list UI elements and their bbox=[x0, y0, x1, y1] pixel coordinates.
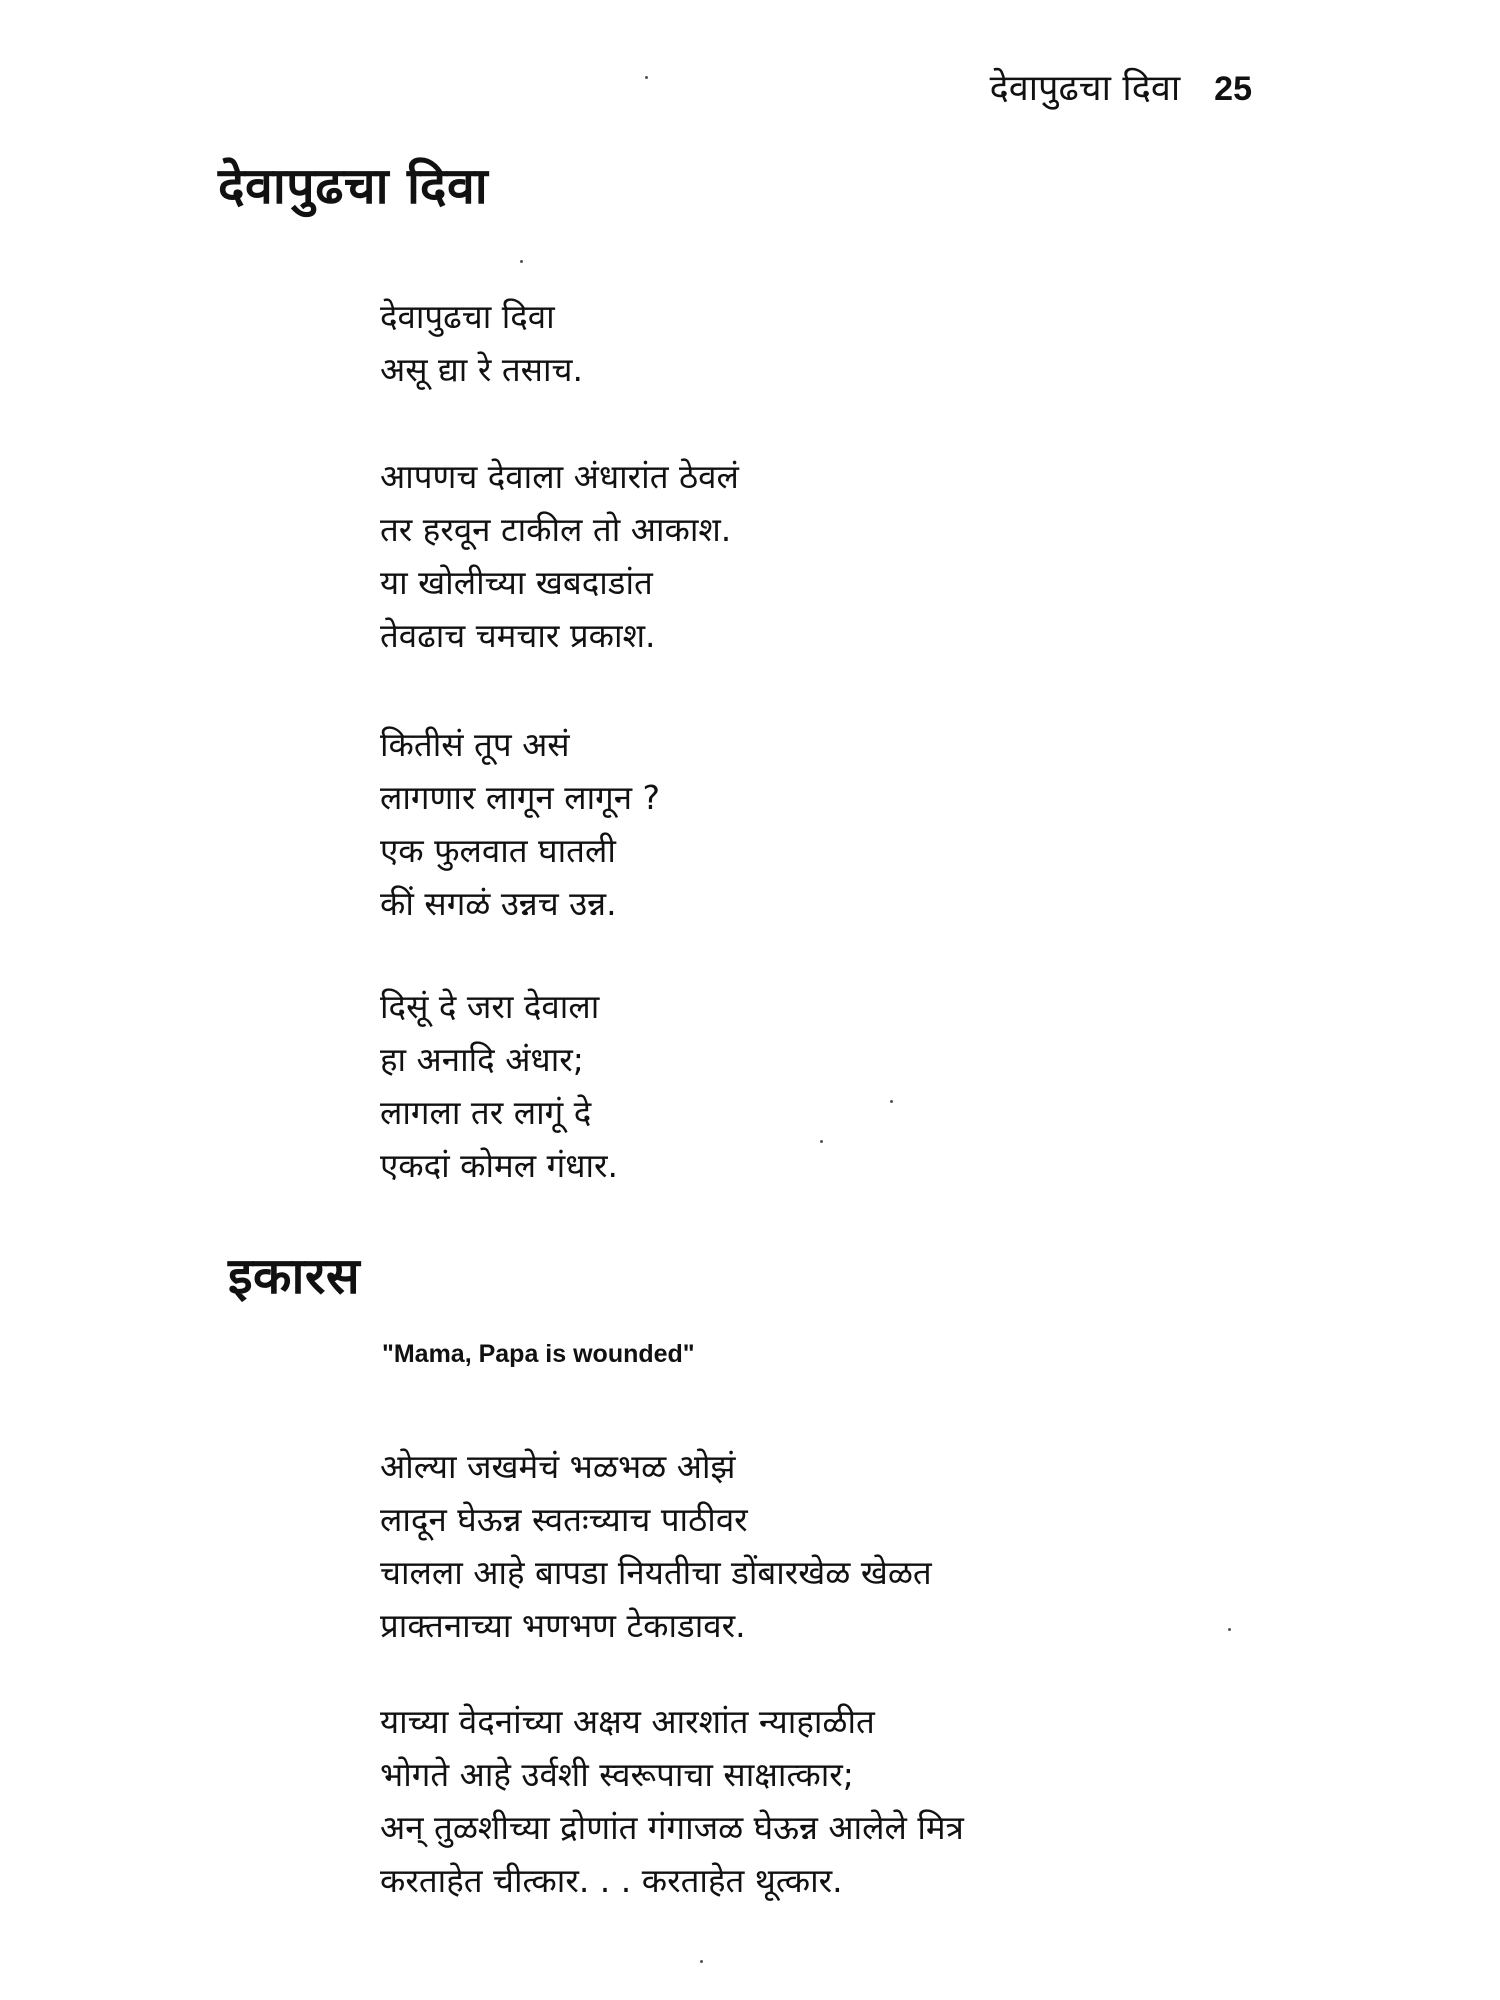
stanza bbox=[380, 450, 739, 662]
scan-speck bbox=[890, 1100, 893, 1103]
verse-line: तर हरवून टाकील तो आकाश. bbox=[380, 510, 732, 549]
verse-line: भोगते आहे उर्वशी स्वरूपाचा साक्षात्कार; bbox=[380, 1755, 854, 1794]
verse-line: असू द्या रे तसाच. bbox=[380, 350, 583, 389]
verse-line: प्राक्तनाच्या भणभण टेकाडावर. bbox=[380, 1606, 746, 1645]
verse-line: करताहेत चीत्कार. . . करताहेत थूत्कार. bbox=[380, 1861, 843, 1900]
scan-speck bbox=[520, 260, 523, 263]
scan-speck bbox=[1228, 1628, 1231, 1631]
epigraph: "Mama, Papa is wounded" bbox=[382, 1340, 695, 1368]
verse-line: अन् तुळशीच्या द्रोणांत गंगाजळ घेऊन्न आलेले मित्र bbox=[380, 1808, 964, 1847]
stanza bbox=[380, 1695, 964, 1907]
verse-line: लादून घेऊन्न स्वतःच्याच पाठीवर bbox=[380, 1500, 748, 1539]
verse-line: या खोलीच्या खबदाडांत bbox=[380, 563, 653, 602]
stanza bbox=[380, 290, 583, 396]
verse-line: लागला तर लागूं दे bbox=[380, 1093, 592, 1132]
verse-line: लागणार लागून लागून ? bbox=[380, 778, 661, 817]
verse-line: याच्या वेदनांच्या अक्षय आरशांत न्याहाळीत bbox=[380, 1702, 875, 1741]
running-header bbox=[990, 62, 1252, 111]
verse-line: तेवढाच चमचार प्रकाश. bbox=[380, 616, 656, 655]
scan-speck bbox=[645, 76, 648, 79]
scan-speck bbox=[700, 1960, 703, 1963]
verse-line: ओल्या जखमेचं भळभळ ओझं bbox=[380, 1447, 736, 1486]
scan-speck bbox=[820, 1140, 823, 1143]
verse-line: हा अनादि अंधार; bbox=[380, 1040, 584, 1079]
verse-line: कीं सगळं उन्नच उन्न. bbox=[380, 884, 617, 923]
poem-title: इकारस bbox=[228, 1247, 361, 1305]
stanza bbox=[380, 718, 660, 930]
page-number: 25 bbox=[1214, 70, 1252, 108]
stanza bbox=[380, 1440, 932, 1652]
verse-line: दिसूं दे जरा देवाला bbox=[380, 987, 600, 1026]
poem-title: देवापुढचा दिवा bbox=[218, 157, 489, 215]
verse-line: एक फुलवात घातली bbox=[380, 831, 616, 870]
verse-line: कितीसं तूप असं bbox=[380, 725, 570, 764]
verse-line: आपणच देवाला अंधारांत ठेवलं bbox=[380, 457, 739, 496]
stanza bbox=[380, 980, 618, 1192]
verse-line: चालला आहे बापडा नियतीचा डोंबारखेळ खेळत bbox=[380, 1553, 932, 1592]
running-title: देवापुढचा दिवा bbox=[989, 68, 1181, 109]
verse-line: देवापुढचा दिवा bbox=[380, 297, 555, 336]
verse-line: एकदां कोमल गंधार. bbox=[380, 1146, 619, 1185]
